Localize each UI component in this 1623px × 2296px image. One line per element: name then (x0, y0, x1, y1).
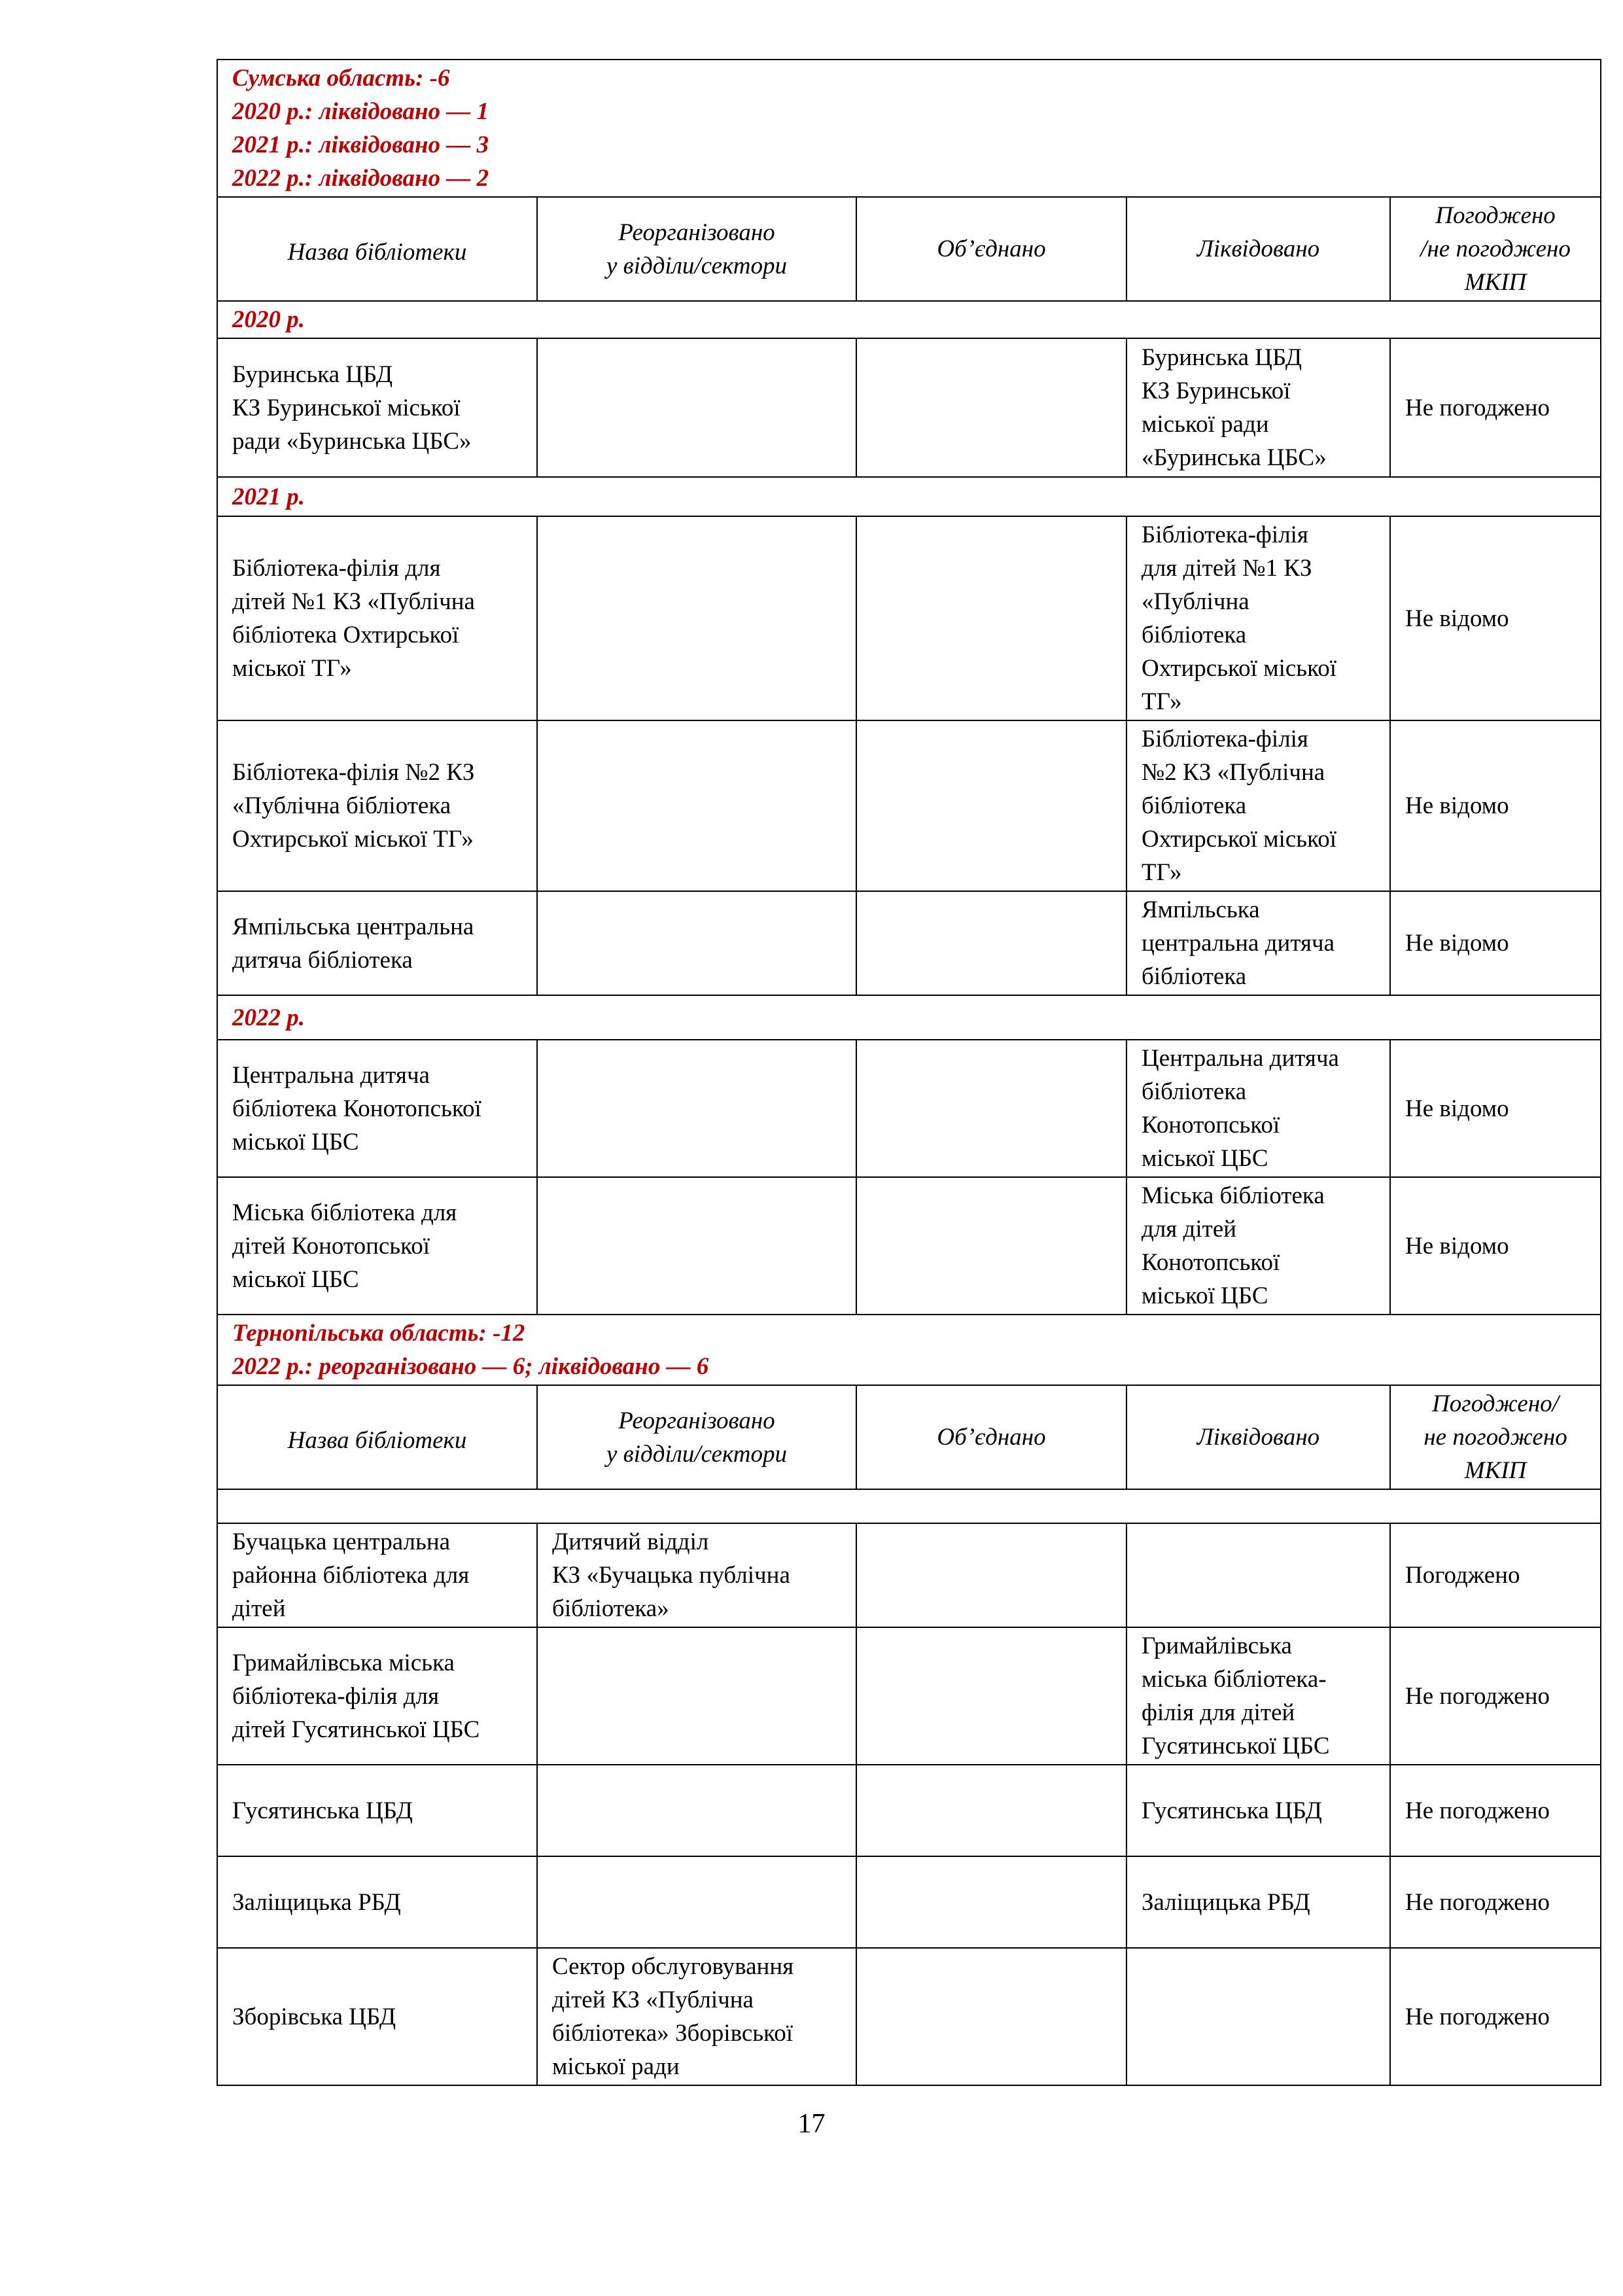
year-label-2022: 2022 р. (217, 995, 1601, 1040)
merged-cell (856, 1177, 1126, 1315)
liquidated-cell-line: Заліщицька РБД (1142, 1888, 1310, 1916)
year-row-2021 (217, 477, 1601, 516)
liquidated-cell-line: Бібліотека-філія (1142, 521, 1308, 548)
table-row (217, 1177, 1601, 1315)
sumy-region-summary (217, 60, 1601, 197)
reorganized-cell (537, 338, 856, 477)
table-row (217, 1948, 1601, 2085)
library-name-cell-line: Центральна дитяча (232, 1061, 430, 1089)
year-label-2020: 2020 р. (217, 301, 1601, 338)
reorganized-cell (537, 720, 856, 891)
liquidated-cell-line: КЗ Буринської (1142, 378, 1291, 404)
header-merged: Об’єднано (856, 197, 1126, 301)
liquidated-cell-line: «Буринська ЦБС» (1142, 444, 1327, 471)
liquidated-cell-line: Гусятинської ЦБС (1142, 1733, 1330, 1759)
table-row (217, 891, 1601, 995)
reorganized-cell-line: Сектор обслуговування (552, 1953, 794, 1980)
ternopil-region-summary (217, 1315, 1601, 1385)
year-label-2021: 2021 р. (217, 477, 1601, 516)
status-cell: Не погоджено (1390, 1856, 1601, 1948)
library-name-cell-line: Буринська ЦБД (232, 361, 393, 388)
reorganized-cell-line: дітей КЗ «Публічна (552, 1987, 754, 2013)
ternopil-summary-2022: 2022 р.: реорганізовано — 6; ліквідовано — 6 (232, 1353, 709, 1380)
page-number: 17 (797, 2109, 826, 2139)
liquidated-cell-line: міської ЦБС (1142, 1282, 1268, 1309)
header-library-name: Назва бібліотеки (217, 1385, 537, 1489)
year-row-2022 (217, 995, 1601, 1040)
table-row (217, 1627, 1601, 1765)
liquidated-cell (1126, 1040, 1390, 1177)
library-name-cell-line: Бібліотека-філія для (232, 555, 441, 582)
liquidated-cell-line: для дітей (1142, 1216, 1237, 1243)
library-name-cell-line: дітей Конотопської (232, 1232, 430, 1260)
status-cell: Не відомо (1390, 1177, 1601, 1315)
liquidated-cell-line: ТГ» (1142, 688, 1182, 715)
liquidated-cell-line: Ямпільська (1142, 896, 1260, 923)
library-name-cell-line: ради «Буринська ЦБС» (232, 427, 472, 455)
library-name-cell (217, 720, 537, 891)
header-reorganized: Реорганізовано у відділи/сектори (537, 197, 856, 301)
table-row (217, 338, 1601, 477)
sumy-summary-2022: 2022 р.: ліквідовано — 2 (232, 165, 489, 192)
library-name-cell (217, 1948, 537, 2085)
libraries-table (217, 59, 1601, 2086)
table-row (217, 720, 1601, 891)
library-name-cell (217, 1765, 537, 1856)
merged-cell (856, 720, 1126, 891)
liquidated-cell-line: Гусятинська ЦБД (1142, 1797, 1322, 1824)
header-library-name: Назва бібліотеки (217, 197, 537, 301)
empty-spacer-cell (217, 1489, 1601, 1523)
header-liquidated: Ліквідовано (1126, 197, 1390, 301)
liquidated-cell-line: «Публічна (1142, 588, 1249, 615)
reorganized-cell-line: бібліотека» Зборівської (552, 2020, 794, 2047)
library-name-cell-line: бібліотека Конотопської (232, 1095, 481, 1122)
library-name-cell-line: дітей №1 КЗ «Публічна (232, 588, 475, 615)
reorganized-cell (537, 516, 856, 720)
library-name-cell-line: дітей Гусятинської ЦБС (232, 1716, 480, 1743)
liquidated-cell-line: бібліотека (1142, 1078, 1247, 1105)
liquidated-cell (1126, 338, 1390, 477)
status-cell: Не погоджено (1390, 338, 1601, 477)
merged-cell (856, 891, 1126, 995)
liquidated-cell-line: Міська бібліотека (1142, 1182, 1325, 1209)
reorganized-cell (537, 1856, 856, 1948)
header-agreed: Погоджено /не погоджено МКІП (1390, 197, 1601, 301)
library-name-cell (217, 516, 537, 720)
library-name-cell-line: Гусятинська ЦБД (232, 1797, 413, 1824)
library-name-cell-line: міської ТГ» (232, 655, 352, 682)
liquidated-cell-line: Конотопської (1142, 1112, 1280, 1139)
table-row (217, 1040, 1601, 1177)
reorganized-cell-line: КЗ «Бучацька публічна (552, 1562, 790, 1589)
reorganized-cell (537, 1765, 856, 1856)
status-cell: Погоджено (1390, 1523, 1601, 1627)
liquidated-cell (1126, 1856, 1390, 1948)
liquidated-cell (1126, 1523, 1390, 1627)
header-merged: Об’єднано (856, 1385, 1126, 1489)
liquidated-cell (1126, 516, 1390, 720)
header-agreed: Погоджено/ не погоджено МКІП (1390, 1385, 1601, 1489)
sumy-region-title: Сумська область: -6 (232, 65, 450, 92)
status-cell: Не погоджено (1390, 1627, 1601, 1765)
merged-cell (856, 1040, 1126, 1177)
reorganized-cell-line: бібліотека» (552, 1595, 669, 1622)
library-name-cell-line: Бучацька центральна (232, 1528, 451, 1555)
library-name-cell-line: бібліотека-філія для (232, 1682, 440, 1710)
merged-cell (856, 1948, 1126, 2085)
library-name-cell-line: районна бібліотека для (232, 1562, 470, 1589)
library-name-cell-line: Міська бібліотека для (232, 1199, 457, 1226)
liquidated-cell-line: бібліотека (1142, 792, 1247, 819)
header-reorganized: Реорганізовано у відділи/сектори (537, 1385, 856, 1489)
ternopil-region-title: Тернопільська область: -12 (232, 1320, 525, 1347)
library-name-cell-line: міської ЦБС (232, 1128, 359, 1156)
liquidated-cell (1126, 1177, 1390, 1315)
liquidated-cell-line: філія для дітей (1142, 1699, 1295, 1726)
library-name-cell-line: «Публічна бібліотека (232, 792, 451, 819)
liquidated-cell-line: бібліотека (1142, 963, 1247, 990)
header-liquidated: Ліквідовано (1126, 1385, 1390, 1489)
liquidated-cell-line: Буринська ЦБД (1142, 344, 1302, 371)
liquidated-cell-line: центральна дитяча (1142, 930, 1335, 957)
liquidated-cell-line: Бібліотека-філія (1142, 726, 1308, 752)
sumy-header-row (217, 197, 1601, 301)
library-name-cell (217, 891, 537, 995)
liquidated-cell (1126, 1948, 1390, 2085)
library-name-cell-line: Бібліотека-філія №2 КЗ (232, 759, 475, 786)
table-row (217, 516, 1601, 720)
library-name-cell-line: міської ЦБС (232, 1265, 359, 1293)
liquidated-cell-line: Охтирської міської (1142, 826, 1337, 853)
reorganized-cell (537, 1177, 856, 1315)
library-name-cell-line: дитяча бібліотека (232, 946, 413, 974)
library-name-cell-line: бібліотека Охтирської (232, 622, 459, 648)
reorganized-cell (537, 1040, 856, 1177)
sumy-summary-2021: 2021 р.: ліквідовано — 3 (232, 132, 489, 158)
liquidated-cell-line: Гримайлівська (1142, 1633, 1292, 1659)
reorganized-cell-line: Дитячий відділ (552, 1528, 709, 1555)
library-name-cell-line: дітей (232, 1595, 286, 1622)
status-cell: Не відомо (1390, 891, 1601, 995)
table-row (217, 1856, 1601, 1948)
status-cell: Не відомо (1390, 516, 1601, 720)
liquidated-cell-line: Охтирської міської (1142, 655, 1337, 682)
liquidated-cell-line: №2 КЗ «Публічна (1142, 759, 1325, 786)
table-row (217, 1765, 1601, 1856)
liquidated-cell (1126, 720, 1390, 891)
status-cell: Не відомо (1390, 720, 1601, 891)
reorganized-cell (537, 1627, 856, 1765)
sumy-summary-2020: 2020 р.: ліквідовано — 1 (232, 98, 489, 125)
merged-cell (856, 1765, 1126, 1856)
merged-cell (856, 516, 1126, 720)
status-cell: Не погоджено (1390, 1948, 1601, 2085)
liquidated-cell-line: міської ради (1142, 411, 1269, 438)
library-name-cell-line: Гримайлівська міська (232, 1649, 455, 1676)
liquidated-cell-line: Конотопської (1142, 1249, 1280, 1276)
merged-cell (856, 1523, 1126, 1627)
library-name-cell-line: Охтирської міської ТГ» (232, 826, 474, 853)
reorganized-cell-line: міської ради (552, 2053, 680, 2080)
status-cell: Не погоджено (1390, 1765, 1601, 1856)
year-row-2020 (217, 301, 1601, 338)
liquidated-cell-line: для дітей №1 КЗ (1142, 555, 1312, 582)
library-name-cell (217, 1627, 537, 1765)
ternopil-region-row (217, 1315, 1601, 1385)
liquidated-cell-line: бібліотека (1142, 622, 1247, 648)
liquidated-cell (1126, 891, 1390, 995)
liquidated-cell-line: Центральна дитяча (1142, 1045, 1339, 1072)
liquidated-cell (1126, 1627, 1390, 1765)
library-name-cell (217, 1040, 537, 1177)
merged-cell (856, 1856, 1126, 1948)
library-name-cell (217, 1856, 537, 1948)
reorganized-cell (537, 891, 856, 995)
library-name-cell-line: Ямпільська центральна (232, 913, 474, 940)
reorganized-cell (537, 1523, 856, 1627)
merged-cell (856, 338, 1126, 477)
liquidated-cell-line: міська бібліотека- (1142, 1666, 1327, 1693)
liquidated-cell (1126, 1765, 1390, 1856)
ternopil-header-row (217, 1385, 1601, 1489)
library-name-cell-line: КЗ Буринської міської (232, 394, 461, 421)
status-cell: Не відомо (1390, 1040, 1601, 1177)
library-name-cell (217, 1177, 537, 1315)
merged-cell (856, 1627, 1126, 1765)
sumy-region-row (217, 60, 1601, 197)
library-name-cell (217, 338, 537, 477)
table-row (217, 1523, 1601, 1627)
liquidated-cell-line: міської ЦБС (1142, 1145, 1268, 1172)
library-name-cell-line: Зборівська ЦБД (232, 2003, 396, 2030)
empty-spacer-row (217, 1489, 1601, 1523)
library-name-cell (217, 1523, 537, 1627)
reorganized-cell (537, 1948, 856, 2085)
library-name-cell-line: Заліщицька РБД (232, 1888, 401, 1916)
liquidated-cell-line: ТГ» (1142, 859, 1182, 886)
